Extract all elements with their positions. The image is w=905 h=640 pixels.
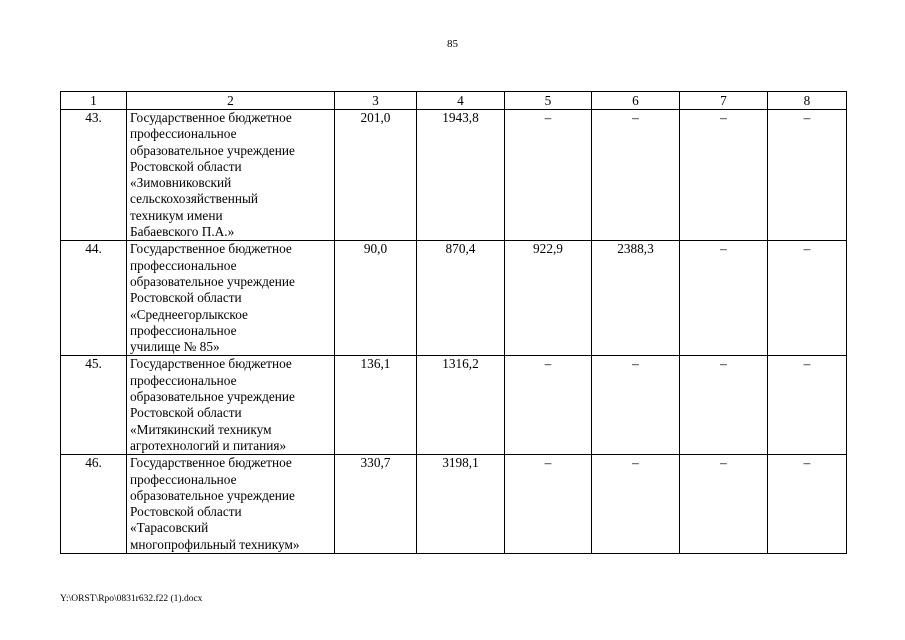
row-number: 46. <box>61 455 127 554</box>
name-line: образовательное учреждение <box>130 487 295 503</box>
institution-name <box>127 455 335 554</box>
column-header: 8 <box>768 92 847 110</box>
value-cell: 2388,3 <box>592 241 680 356</box>
table-row <box>61 356 847 455</box>
value-cell: 136,1 <box>335 356 417 455</box>
name-line: «Зимовниковский <box>130 175 232 191</box>
value-cell: 1316,2 <box>417 356 505 455</box>
value-cell: 870,4 <box>417 241 505 356</box>
name-line: Бабаевского П.А.» <box>130 224 235 240</box>
column-header: 3 <box>335 92 417 110</box>
name-line: «Тарасовский <box>130 520 209 536</box>
column-header: 1 <box>61 92 127 110</box>
institution-name <box>127 110 335 241</box>
page-number: 85 <box>447 38 458 50</box>
institution-name <box>127 356 335 455</box>
name-line: образовательное учреждение <box>130 142 295 158</box>
value-cell: 201,0 <box>335 110 417 241</box>
name-line: профессиональное <box>130 126 237 142</box>
institution-name <box>127 241 335 356</box>
name-line: «Митякинский техникум <box>130 421 272 437</box>
name-line: техникум имени <box>130 207 223 223</box>
row-number: 45. <box>61 356 127 455</box>
name-line: Ростовской области <box>130 158 242 174</box>
value-cell: – <box>592 356 680 455</box>
value-cell: – <box>768 241 847 356</box>
value-cell: – <box>768 356 847 455</box>
column-header: 7 <box>680 92 768 110</box>
name-line: профессиональное <box>130 372 237 388</box>
name-line: Государственное бюджетное <box>130 356 292 372</box>
value-cell: – <box>680 110 768 241</box>
value-cell: – <box>592 455 680 554</box>
name-line: многопрофильный техникум» <box>130 536 300 552</box>
column-header: 2 <box>127 92 335 110</box>
value-cell: – <box>680 241 768 356</box>
name-line: «Среднеегорлыкское <box>130 306 248 322</box>
value-cell: 90,0 <box>335 241 417 356</box>
value-cell: – <box>680 356 768 455</box>
value-cell: – <box>680 455 768 554</box>
value-cell: – <box>505 110 592 241</box>
name-line: Государственное бюджетное <box>130 110 292 125</box>
value-cell: 922,9 <box>505 241 592 356</box>
value-cell: 1943,8 <box>417 110 505 241</box>
file-path-footer: Y:\ORST\Rpo\0831r632.f22 (1).docx <box>60 594 203 604</box>
value-cell: – <box>505 455 592 554</box>
header-row <box>61 92 847 110</box>
value-cell: 3198,1 <box>417 455 505 554</box>
name-line: образовательное учреждение <box>130 389 295 405</box>
name-line: Государственное бюджетное <box>130 241 292 257</box>
value-cell: – <box>768 455 847 554</box>
name-line: Ростовской области <box>130 504 242 520</box>
name-line: Ростовской области <box>130 405 242 421</box>
value-cell: – <box>592 110 680 241</box>
row-number: 43. <box>61 110 127 241</box>
column-header: 5 <box>505 92 592 110</box>
name-line: агротехнологий и питания» <box>130 437 287 453</box>
row-number: 44. <box>61 241 127 356</box>
value-cell: 330,7 <box>335 455 417 554</box>
table-row <box>61 110 847 241</box>
value-cell: – <box>505 356 592 455</box>
value-cell: – <box>768 110 847 241</box>
column-header: 4 <box>417 92 505 110</box>
name-line: Ростовской области <box>130 290 242 306</box>
column-header: 6 <box>592 92 680 110</box>
name-line: профессиональное <box>130 257 237 273</box>
table-row <box>61 455 847 554</box>
table-row <box>61 241 847 356</box>
name-line: профессиональное <box>130 471 237 487</box>
name-line: училище № 85» <box>130 339 220 355</box>
name-line: сельскохозяйственный <box>130 191 259 207</box>
name-line: профессиональное <box>130 322 237 338</box>
name-line: Государственное бюджетное <box>130 455 292 471</box>
data-table <box>60 91 847 554</box>
name-line: образовательное учреждение <box>130 273 295 289</box>
